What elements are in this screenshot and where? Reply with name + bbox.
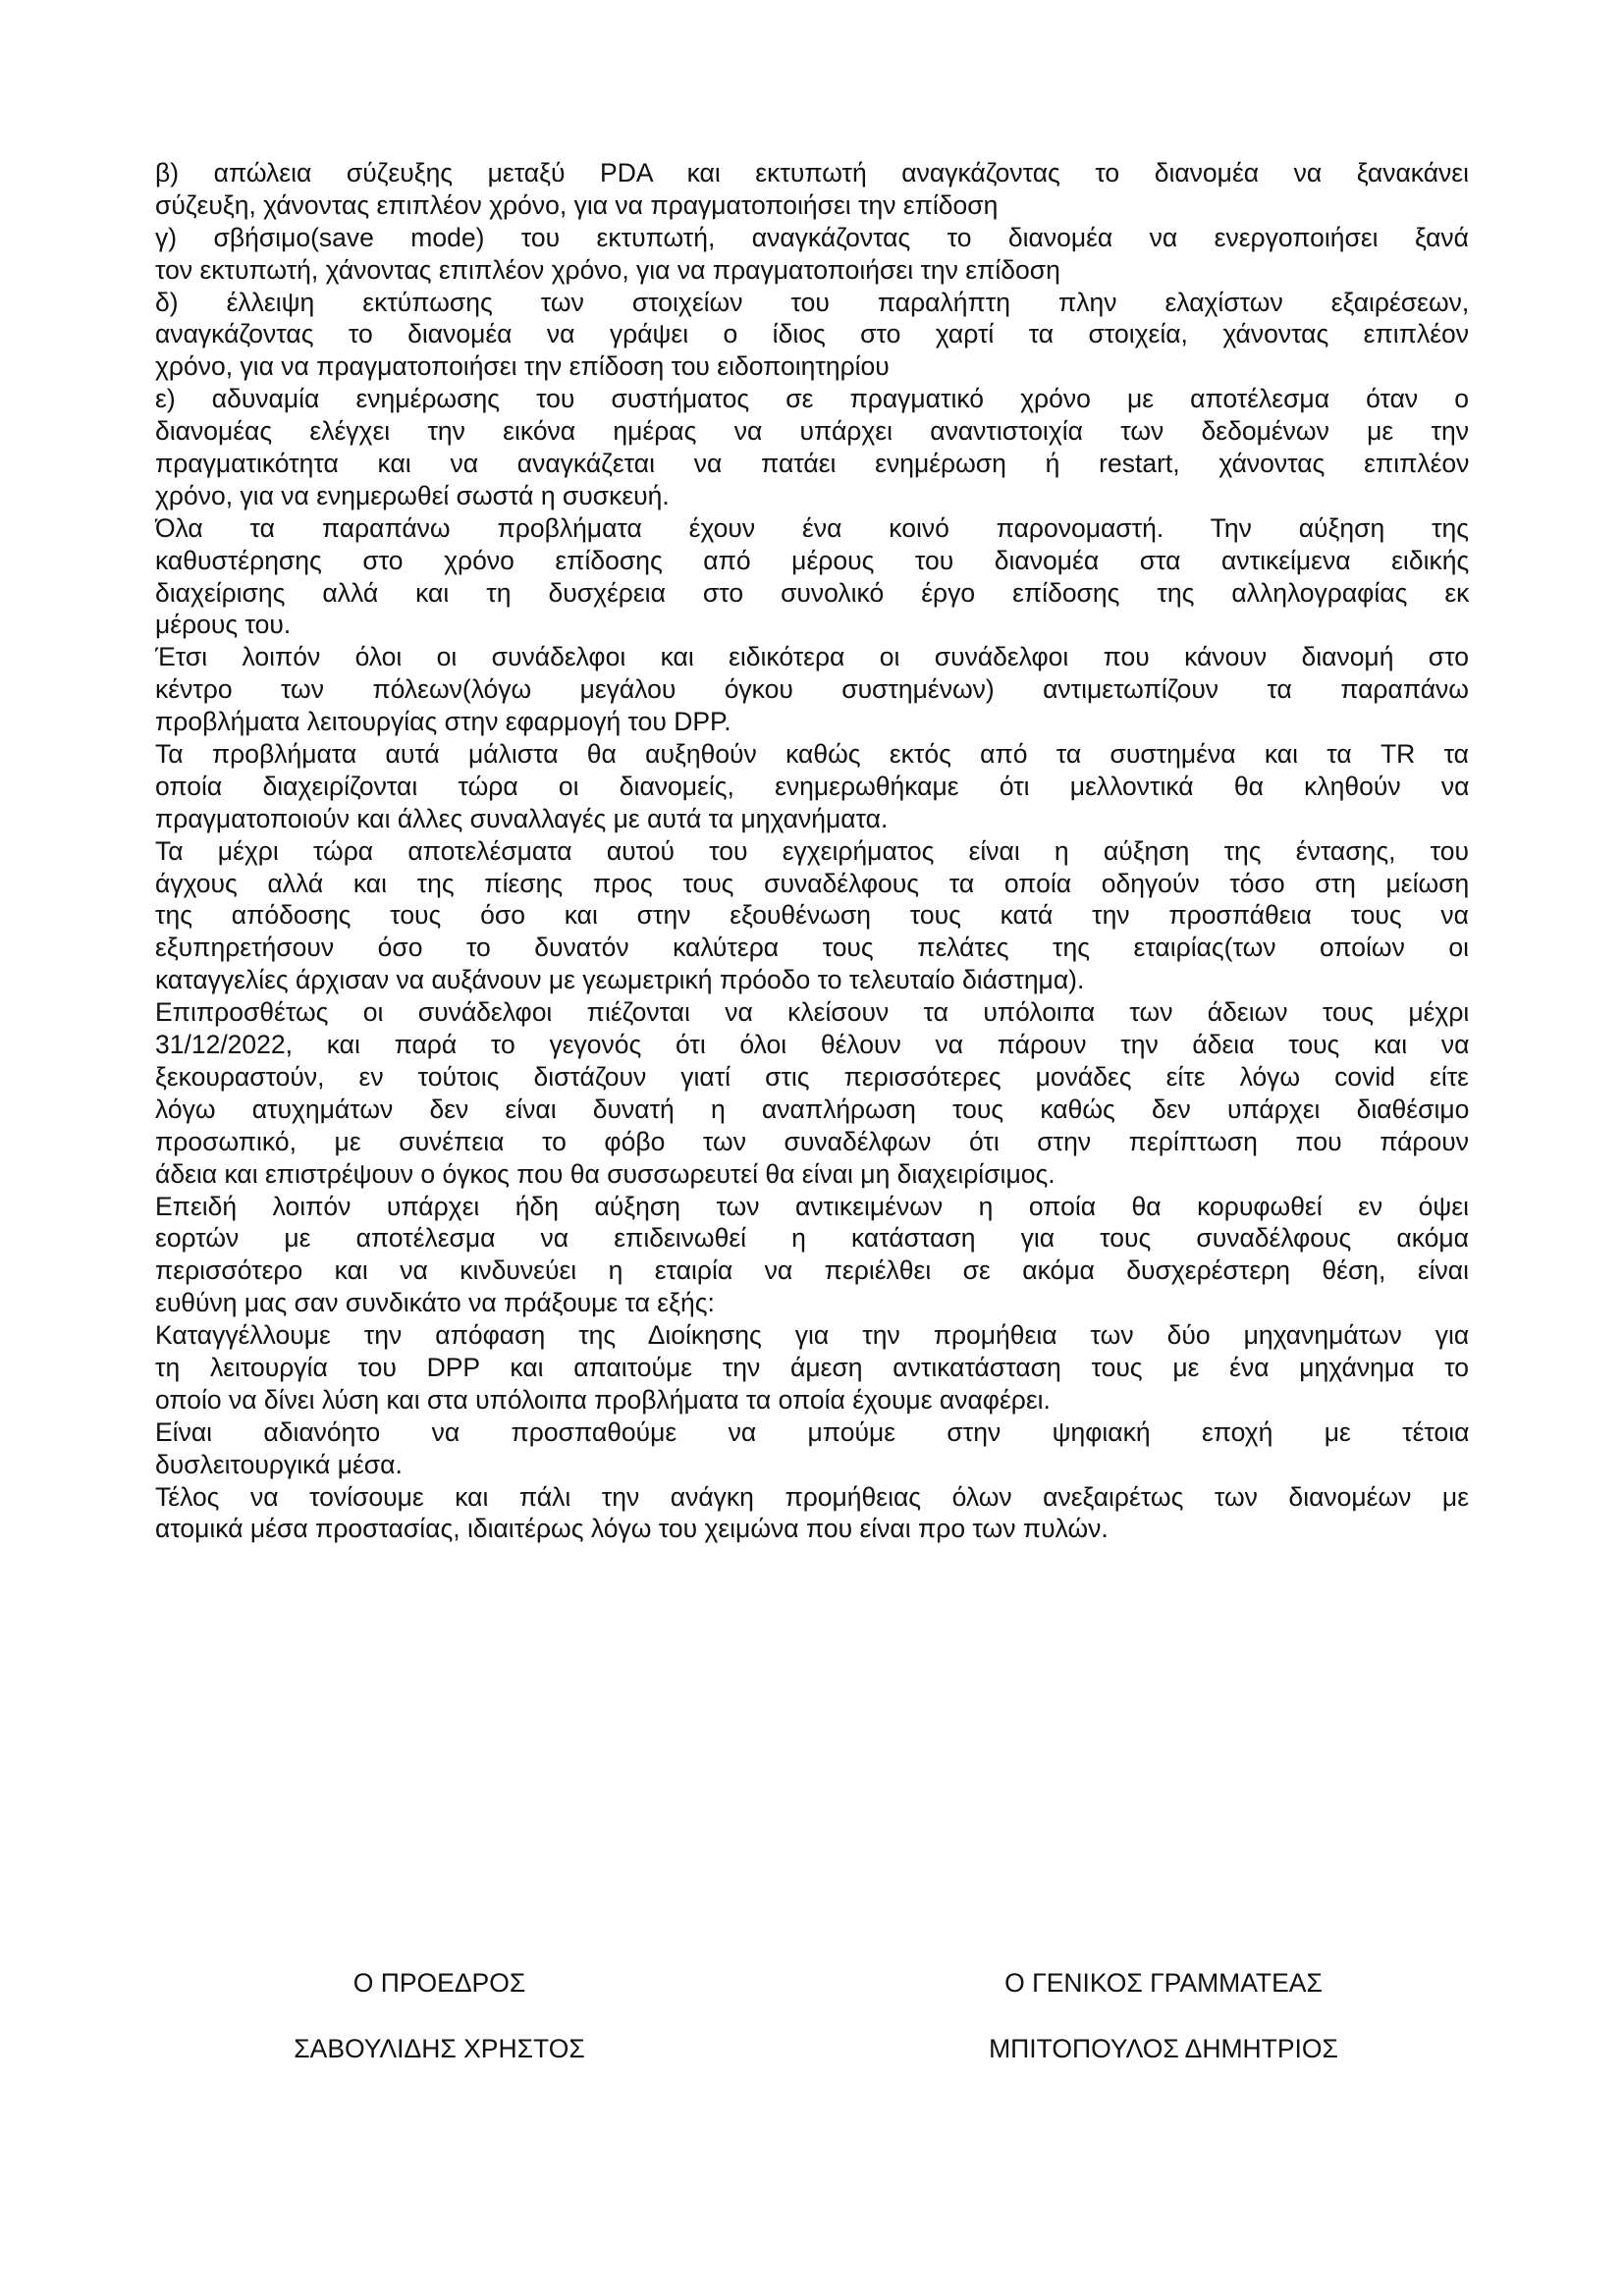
paragraph-results bbox=[155, 835, 1469, 996]
text-line: Τα προβλήματα αυτά μάλιστα θα αυξηθούν καθώς εκτός από τα συστημένα και τα TR τα bbox=[155, 739, 1469, 770]
paragraph-item-e bbox=[155, 383, 1469, 512]
text-line: οποία διαχειρίζονται τώρα οι διανομείς, ενημερωθήκαμε ότι μελλοντικά θα κληθούν να bbox=[155, 771, 1469, 801]
text-line: άδεια και επιστρέψουν ο όγκος που θα συσσωρευτεί θα είναι μη διαχειρίσιμος. bbox=[155, 1158, 1056, 1189]
document-body bbox=[155, 157, 1469, 1545]
signature-name-president: ΣΑΒΟΥΛΙΔΗΣ ΧΡΗΣΤΟΣ bbox=[294, 2034, 585, 2063]
signature-name-general-secretary: ΜΠΙΤΟΠΟΥΛΟΣ ΔΗΜΗΤΡΙΟΣ bbox=[989, 2034, 1338, 2063]
signature-president bbox=[216, 1968, 663, 2076]
paragraph-colleagues bbox=[155, 641, 1469, 738]
text-line: ατομικά μέσα προστασίας, ιδιαιτέρως λόγω του χειμώνα που είναι προ των πυλών. bbox=[155, 1514, 1109, 1544]
text-line: άγχους αλλά και της πίεσης προς τους συναδέλφους τα οποία οδηγούν τόσο στη μείωση bbox=[155, 868, 1469, 898]
paragraph-item-d bbox=[155, 287, 1469, 384]
text-line: δυσλειτουργικά μέσα. bbox=[155, 1449, 403, 1479]
paragraph-item-c bbox=[155, 222, 1469, 287]
text-line: μέρους του. bbox=[155, 610, 292, 640]
paragraph-denounce bbox=[155, 1319, 1469, 1416]
text-line: αναγκάζοντας το διανομέα να γράψει ο ίδιος στο χαρτί τα στοιχεία, χάνοντας επιπλέον bbox=[155, 319, 1469, 349]
text-line: εορτών με αποτέλεσμα να επιδεινωθεί η κατάσταση για τους συναδέλφους ακόμα bbox=[155, 1223, 1469, 1254]
paragraph-protective-equipment bbox=[155, 1481, 1469, 1546]
text-line: Είναι αδιανόητο να προσπαθούμε να μπούμε στην ψηφιακή εποχή με τέτοια bbox=[155, 1416, 1469, 1447]
text-line: β) απώλεια σύζευξης μεταξύ PDA και εκτυπωτή αναγκάζοντας το διανομέα να ξανακάνει bbox=[155, 158, 1469, 187]
text-line: ε) αδυναμία ενημέρωσης του συστήματος σε πραγματικό χρόνο με αποτέλεσμα όταν ο bbox=[155, 384, 1469, 414]
text-line: εξυπηρετήσουν όσο το δυνατόν καλύτερα τους πελάτες της εταιρίας(των οποίων οι bbox=[155, 933, 1469, 963]
text-line: ευθύνη μας σαν συνδικάτο να πράξουμε τα εξής: bbox=[155, 1288, 715, 1318]
paragraph-holidays bbox=[155, 1191, 1469, 1320]
text-line: Καταγγέλλουμε την απόφαση της Διοίκησης για την προμήθεια των δύο μηχανημάτων για bbox=[155, 1320, 1469, 1351]
text-line: χρόνο, για να ενημερωθεί σωστά η συσκευή. bbox=[155, 480, 670, 510]
text-line: ξεκουραστούν, εν τούτοις διστάζουν γιατί στις περισσότερες μονάδες είτε λόγω covid είτε bbox=[155, 1061, 1469, 1092]
signature-role-president: Ο ΠΡΟΕΔΡΟΣ bbox=[352, 1968, 526, 1998]
text-line: λόγω ατυχημάτων δεν είναι δυνατή η αναπλήρωση τους καθώς δεν υπάρχει διαθέσιμο bbox=[155, 1094, 1469, 1124]
text-line: της απόδοσης τους όσο και στην εξουθένωση τους κατά την προσπάθεια τους να bbox=[155, 900, 1469, 931]
text-line: 31/12/2022, και παρά το γεγονός ότι όλοι θέλουν να πάρουν την άδεια τους και να bbox=[155, 1030, 1469, 1060]
text-line: Τέλος να τονίσουμε και πάλι την ανάγκη προμήθειας όλων ανεξαιρέτως των διανομέων με bbox=[155, 1481, 1469, 1512]
signature-general-secretary bbox=[898, 1968, 1429, 2076]
signature-role-general-secretary: Ο ΓΕΝΙΚΟΣ ΓΡΑΜΜΑΤΕΑΣ bbox=[1004, 1968, 1323, 1998]
paragraph-leave bbox=[155, 996, 1469, 1190]
text-line: τον εκτυπωτή, χάνοντας επιπλέον χρόνο, για να πραγματοποιήσει την επίδοση bbox=[155, 254, 1060, 285]
text-line: Επιπροσθέτως οι συνάδελφοι πιέζονται να κλείσουν τα υπόλοιπα των άδειων τους μέχρι bbox=[155, 997, 1469, 1028]
text-line: διαχείρισης αλλά και τη δυσχέρεια στο συνολικό έργο επίδοσης της αλληλογραφίας εκ bbox=[155, 577, 1469, 608]
text-line: Τα μέχρι τώρα αποτελέσματα αυτού του εγχειρήματος είναι η αύξηση της έντασης, του bbox=[155, 835, 1469, 866]
text-line: καταγγελίες άρχισαν να αυξάνουν με γεωμετρική πρόοδο το τελευταίο διάστημα). bbox=[155, 965, 1085, 995]
text-line: πραγματικότητα και να αναγκάζεται να πατάει ενημέρωση ή restart, χάνοντας επιπλέον bbox=[155, 449, 1469, 479]
text-line: πραγματοποιούν και άλλες συναλλαγές με αυτά τα μηχανήματα. bbox=[155, 803, 889, 833]
text-line: Έτσι λοιπόν όλοι οι συνάδελφοι και ειδικότερα οι συνάδελφοι που κάνουν διανομή στο bbox=[155, 642, 1469, 672]
text-line: γ) σβήσιμο(save mode) του εκτυπωτή, αναγκάζοντας το διανομέα να ενεργοποιήσει ξανά bbox=[155, 222, 1469, 252]
text-line: καθυστέρησης στο χρόνο επίδοσης από μέρους του διανομέα στα αντικείμενα ειδικής bbox=[155, 545, 1469, 575]
paragraph-digital-era bbox=[155, 1416, 1469, 1481]
text-line: προβλήματα λειτουργίας στην εφαρμογή του DPP. bbox=[155, 707, 731, 737]
paragraph-problems-increase bbox=[155, 738, 1469, 835]
text-line: χρόνο, για να πραγματοποιήσει την επίδοση του ειδοποιητηρίου bbox=[155, 351, 890, 382]
paragraph-common-denominator bbox=[155, 512, 1469, 642]
text-line: κέντρο των πόλεων(λόγω μεγάλου όγκου συστημένων) αντιμετωπίζουν τα παραπάνω bbox=[155, 674, 1469, 705]
text-line: σύζευξη, χάνοντας επιπλέον χρόνο, για να πραγματοποιήσει την επίδοση bbox=[155, 189, 999, 220]
paragraph-item-b bbox=[155, 157, 1469, 222]
text-line: τη λειτουργία του DPP και απαιτούμε την άμεση αντικατάσταση τους με ένα μηχάνημα το bbox=[155, 1352, 1469, 1382]
text-line: δ) έλλειψη εκτύπωσης των στοιχείων του παραλήπτη πλην ελαχίστων εξαιρέσεων, bbox=[155, 287, 1469, 317]
text-line: Όλα τα παραπάνω προβλήματα έχουν ένα κοινό παρονομαστή. Την αύξηση της bbox=[155, 512, 1469, 543]
text-line: προσωπικό, με συνέπεια το φόβο των συναδέλφων ότι στην περίπτωση που πάρουν bbox=[155, 1126, 1469, 1156]
text-line: οποίο να δίνει λύση και στα υπόλοιπα προβλήματα τα οποία έχουμε αναφέρει. bbox=[155, 1384, 1051, 1415]
text-line: περισσότερο και να κινδυνεύει η εταιρία να περιέλθει σε ακόμα δυσχερέστερη θέση, είναι bbox=[155, 1255, 1469, 1286]
text-line: διανομέας ελέγχει την εικόνα ημέρας να υπάρχει αναντιστοιχία των δεδομένων με την bbox=[155, 416, 1469, 447]
text-line: Επειδή λοιπόν υπάρχει ήδη αύξηση των αντικειμένων η οποία θα κορυφωθεί εν όψει bbox=[155, 1191, 1469, 1221]
